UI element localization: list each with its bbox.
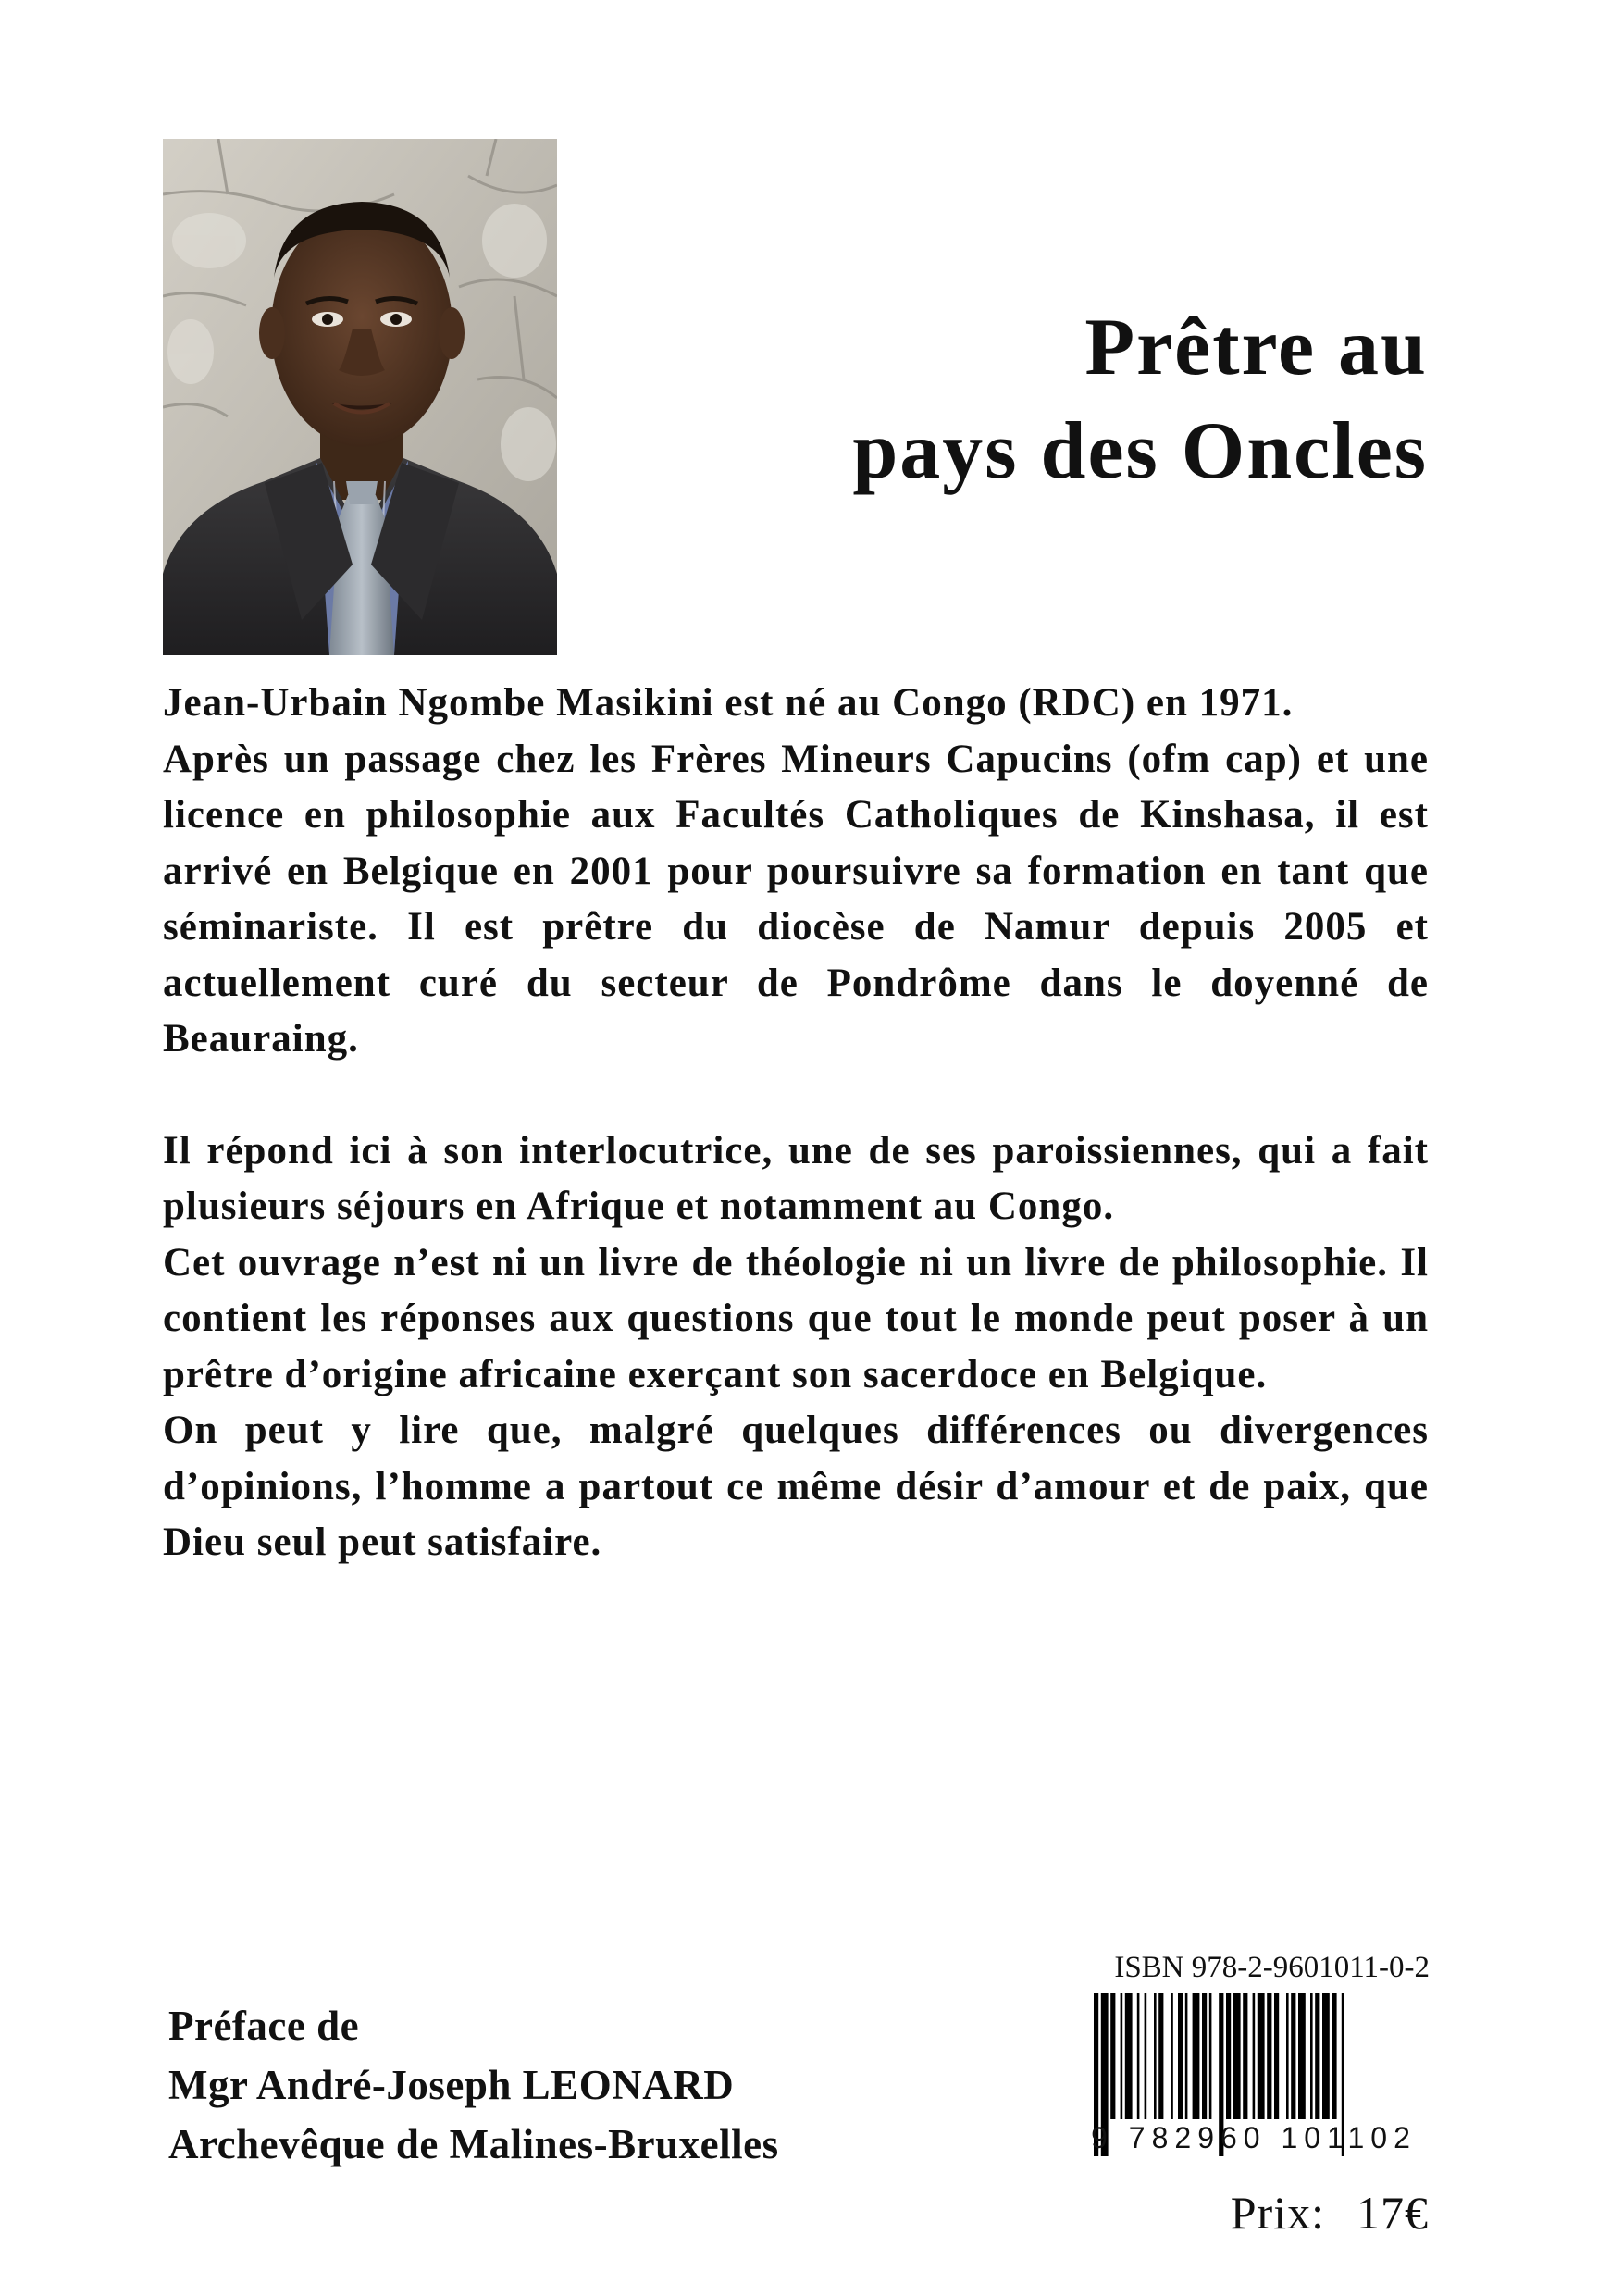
book-title: [595, 296, 1428, 503]
barcode-bar: [1171, 1993, 1173, 2119]
barcode-bar: [1267, 1993, 1271, 2119]
barcode-bar: [1145, 1993, 1147, 2119]
barcode-bar: [1178, 1993, 1183, 2119]
isbn-label: ISBN 978-2-9601011-0-2: [1114, 1951, 1430, 1984]
barcode-bar: [1258, 1993, 1265, 2119]
book-title-line-2: pays des Oncles: [852, 406, 1428, 496]
barcode-bar: [1121, 1993, 1123, 2119]
back-cover-description: [163, 676, 1429, 1571]
description-paragraph: Jean-Urbain Ngombe Masikini est né au Congo (RDC) en 1971.: [163, 681, 1294, 725]
preface-credit: [168, 1996, 779, 2174]
barcode-bar: [1274, 1993, 1279, 2119]
barcode-bar: [1233, 1993, 1241, 2119]
barcode-bar: [1243, 1993, 1247, 2119]
price-label: Prix:: [1230, 2187, 1325, 2239]
barcode-bar: [1332, 1993, 1336, 2119]
preface-line-2: Mgr André-Joseph LEONARD: [168, 2062, 735, 2108]
description-paragraph: Il répond ici à son interlocutrice, une de ses paroissiennes, qui a fait plusieurs séjours en Afrique et notamment au Congo.: [163, 1128, 1429, 1228]
barcode-bar: [1202, 1993, 1207, 2119]
price-value: 17€: [1357, 2187, 1429, 2239]
description-paragraph: On peut y lire que, malgré quelques différences ou divergences d’opinions, l’homme a partout ce même désir d’amour et de paix, que Dieu seul peut satisfaire.: [163, 1409, 1429, 1564]
barcode-bar: [1137, 1993, 1140, 2119]
barcode-bar: [1310, 1993, 1313, 2119]
barcode-bar: [1125, 1993, 1133, 2119]
barcode-bar: [1154, 1993, 1157, 2119]
barcode-bar: [1322, 1993, 1330, 2119]
book-title-line-1: Prêtre au: [1084, 303, 1428, 392]
barcode-bar: [1193, 1993, 1200, 2119]
barcode-bar: [1315, 1993, 1319, 2119]
barcode-digits: 9 782960 101102: [1091, 2121, 1417, 2154]
barcode-bar: [1158, 1993, 1163, 2119]
barcode-bar: [1110, 1993, 1115, 2119]
barcode-bar: [1298, 1993, 1306, 2119]
barcode-bar: [1286, 1993, 1289, 2119]
barcode-bar: [1185, 1993, 1188, 2119]
barcode-bar: [1226, 1993, 1231, 2119]
barcode-bar: [1253, 1993, 1256, 2119]
barcode-bar: [1209, 1993, 1212, 2119]
barcode-bar: [1291, 1993, 1295, 2119]
description-paragraph: Après un passage chez les Frères Mineurs Capucins (ofm cap) et une licence en philosophie aux Facultés Catholiques de Kinshasa, il est arrivé en Belgique en 2001 pour poursuivre sa formation en tant que séminariste. Il est prêtre du diocèse de Namur depuis 2005 et actuellement curé du secteur de Pondrôme dans le doyenné de Beauraing.: [163, 737, 1429, 1061]
author-photo: [163, 139, 557, 655]
preface-line-1: Préface de: [168, 2003, 360, 2049]
description-paragraph: Cet ouvrage n’est ni un livre de théologie ni un livre de philosophie. Il contient les réponses aux questions que tout le monde peut poser à un prêtre d’origine africaine exerçant son sacerdoce en Belgique.: [163, 1240, 1429, 1396]
preface-line-3: Archevêque de Malines-Bruxelles: [168, 2121, 779, 2167]
price: [1231, 2184, 1429, 2241]
